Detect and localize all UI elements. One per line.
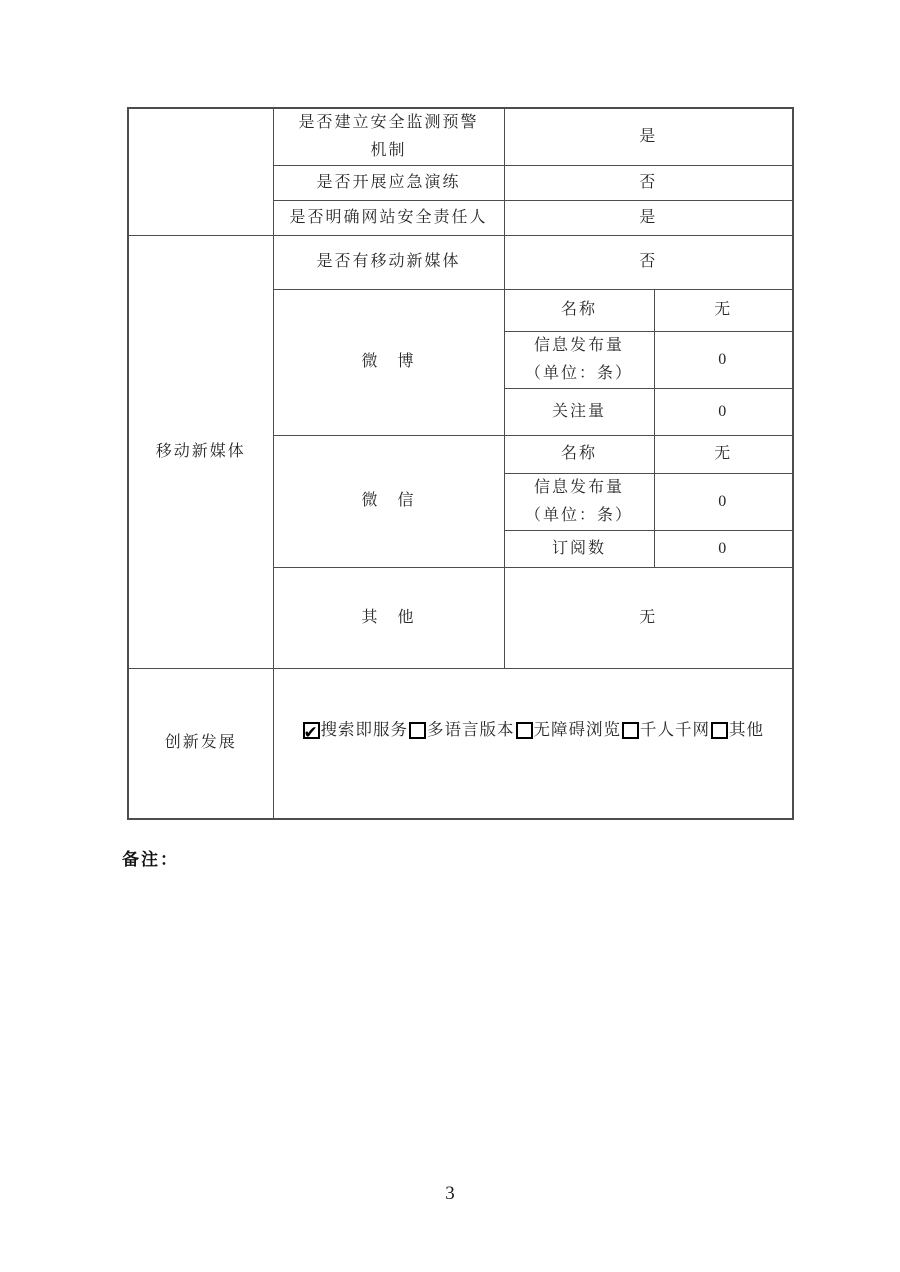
question-security-warning-mechanism bbox=[273, 108, 504, 166]
value-weibo-posts: 0 bbox=[654, 332, 793, 389]
innovation-options-cell bbox=[273, 669, 793, 819]
checkbox-qianren-qianwang-icon[interactable] bbox=[622, 722, 639, 739]
value-wechat-posts: 0 bbox=[654, 474, 793, 531]
option-accessibility-label: 无障碍浏览 bbox=[533, 720, 621, 740]
option-multilingual-label: 多语言版本 bbox=[427, 720, 515, 740]
label-weibo-posts bbox=[504, 332, 654, 389]
label-weibo-followers: 关注量 bbox=[504, 389, 654, 436]
label-weibo-name: 名称 bbox=[504, 290, 654, 332]
value-wechat-name: 无 bbox=[654, 436, 793, 474]
page-number: 3 bbox=[445, 1183, 455, 1204]
label-wechat-posts-line2: （单位：条） bbox=[524, 507, 633, 524]
label-wechat-subscribers: 订阅数 bbox=[504, 531, 654, 568]
label-weibo-posts-line2: （单位：条） bbox=[524, 365, 633, 382]
group-wechat: 微 信 bbox=[273, 436, 504, 568]
question-security-warning-mechanism-label: 是否建立安全监测预警机制 bbox=[298, 114, 479, 159]
question-security-responsible-person: 是否明确网站安全责任人 bbox=[273, 201, 504, 236]
label-other-media: 其 他 bbox=[273, 568, 504, 669]
label-wechat-name: 名称 bbox=[504, 436, 654, 474]
option-qianren-qianwang-label: 千人千网 bbox=[640, 720, 710, 740]
checkbox-accessibility-icon[interactable] bbox=[516, 722, 533, 739]
label-wechat-posts bbox=[504, 474, 654, 531]
option-search-as-service-label: 搜索即服务 bbox=[320, 720, 408, 740]
annual-report-table bbox=[127, 107, 794, 820]
value-weibo-name: 无 bbox=[654, 290, 793, 332]
label-weibo-posts-line1: 信息发布量 bbox=[533, 337, 624, 354]
answer-has-mobile-media: 否 bbox=[504, 236, 793, 290]
value-wechat-subscribers: 0 bbox=[654, 531, 793, 568]
checkbox-other-innovation-icon[interactable] bbox=[711, 722, 728, 739]
answer-security-responsible-person: 是 bbox=[504, 201, 793, 236]
option-other-innovation bbox=[710, 715, 764, 745]
checkbox-multilingual-icon[interactable] bbox=[409, 722, 426, 739]
value-other-media: 无 bbox=[504, 568, 793, 669]
question-has-mobile-media: 是否有移动新媒体 bbox=[273, 236, 504, 290]
question-emergency-drill: 是否开展应急演练 bbox=[273, 166, 504, 201]
option-other-innovation-label: 其他 bbox=[729, 720, 764, 740]
innovation-options-line bbox=[274, 715, 793, 745]
label-wechat-posts-line1: 信息发布量 bbox=[533, 479, 624, 496]
section-cell-empty bbox=[128, 108, 273, 236]
answer-emergency-drill: 否 bbox=[504, 166, 793, 201]
option-multilingual bbox=[408, 715, 515, 745]
section-innovation-development: 创新发展 bbox=[128, 669, 273, 819]
value-weibo-followers: 0 bbox=[654, 389, 793, 436]
option-accessibility bbox=[515, 715, 622, 745]
checkbox-search-as-service-icon[interactable] bbox=[303, 722, 320, 739]
option-search-as-service bbox=[302, 715, 409, 745]
notes-label: 备注： bbox=[122, 850, 179, 869]
group-weibo: 微 博 bbox=[273, 290, 504, 436]
option-qianren-qianwang bbox=[621, 715, 710, 745]
section-mobile-new-media: 移动新媒体 bbox=[128, 236, 273, 669]
answer-security-warning-mechanism: 是 bbox=[504, 108, 793, 166]
